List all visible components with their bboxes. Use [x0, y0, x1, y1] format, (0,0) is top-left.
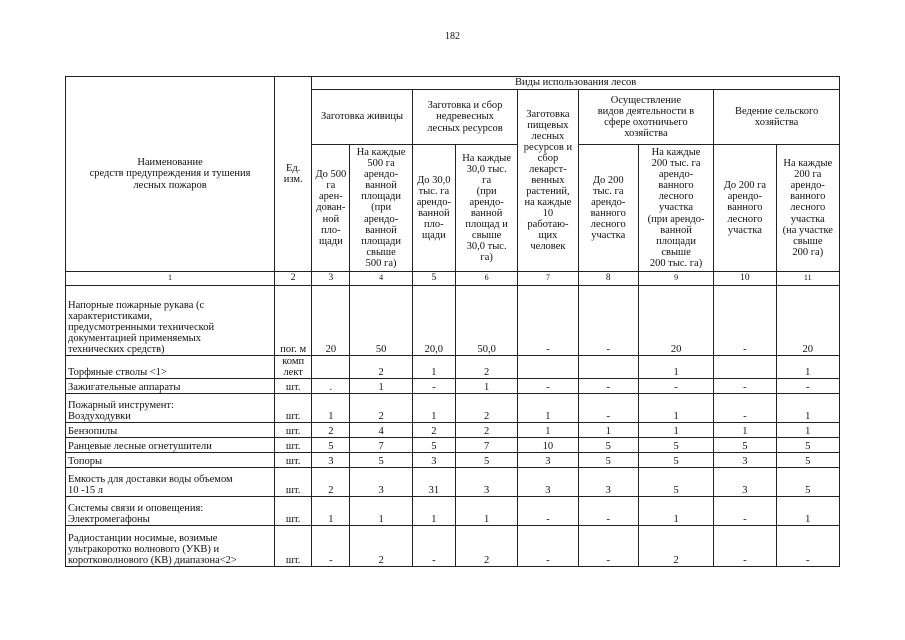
unit-of-measure: шт.	[275, 468, 312, 497]
table-row	[66, 356, 840, 379]
value-cell: 20,0	[412, 286, 455, 356]
value-cell: 1	[412, 356, 455, 379]
value-cell: 3	[350, 468, 412, 497]
value-cell: 2	[312, 468, 350, 497]
value-cell: 2	[455, 356, 517, 379]
value-cell: 1	[638, 423, 713, 438]
unit-of-measure: шт.	[275, 394, 312, 423]
unit-column-header: Ед. изм.	[275, 77, 312, 272]
value-cell: -	[714, 497, 776, 526]
column-number-4: 4	[350, 272, 412, 286]
value-cell: 1	[776, 497, 839, 526]
group-header-3: Заготовка пищевых лесных ресурсов и сбор лекарст- венных растений, на каждые 10 работаю- щих человек	[518, 90, 578, 272]
value-cell: 7	[455, 438, 517, 453]
value-cell: 1	[455, 379, 517, 394]
equipment-name: Радиостанции носимые, возимые ультракоротко волнового (УКВ) и коротковолнового (КВ) диапазона<2>	[66, 526, 275, 567]
value-cell: 5	[776, 468, 839, 497]
value-cell	[312, 356, 350, 379]
value-cell: 5	[776, 438, 839, 453]
value-cell: 1	[455, 497, 517, 526]
value-cell: 5	[350, 453, 412, 468]
sub-header-2: На каждые 500 га арендо- ванной площади (при арендо- ванной площади свыше 500 га)	[350, 145, 412, 272]
value-cell: -	[638, 379, 713, 394]
value-cell: 2	[350, 526, 412, 567]
value-cell: 2	[350, 394, 412, 423]
value-cell: 5	[455, 453, 517, 468]
value-cell: 3	[518, 468, 578, 497]
value-cell: 50	[350, 286, 412, 356]
column-number-8: 8	[578, 272, 638, 286]
column-number-2: 2	[275, 272, 312, 286]
value-cell: -	[714, 286, 776, 356]
value-cell: 5	[638, 453, 713, 468]
equipment-name: Пожарный инструмент: Воздуходувки	[66, 394, 275, 423]
value-cell: -	[714, 379, 776, 394]
column-number-5: 5	[412, 272, 455, 286]
table-row	[66, 468, 840, 497]
value-cell: 1	[312, 497, 350, 526]
value-cell: 3	[578, 468, 638, 497]
value-cell: 3	[714, 453, 776, 468]
value-cell: -	[578, 394, 638, 423]
value-cell	[518, 356, 578, 379]
value-cell: 3	[412, 453, 455, 468]
column-number-10: 10	[714, 272, 776, 286]
value-cell: 2	[455, 394, 517, 423]
value-cell: 2	[412, 423, 455, 438]
value-cell: 1	[518, 423, 578, 438]
value-cell: 1	[412, 394, 455, 423]
value-cell: 1	[776, 356, 839, 379]
value-cell: 1	[776, 423, 839, 438]
table-row	[66, 497, 840, 526]
table-row	[66, 394, 840, 423]
group-header-1: Заготовка живицы	[312, 90, 413, 145]
unit-of-measure: пог. м	[275, 286, 312, 356]
sub-header-4: На каждые 30,0 тыс. га (при арендо- ванной площад и свыше 30,0 тыс. га)	[455, 145, 517, 272]
value-cell: 2	[350, 356, 412, 379]
value-cell: 2	[638, 526, 713, 567]
value-cell: 5	[714, 438, 776, 453]
value-cell: -	[518, 286, 578, 356]
value-cell: 31	[412, 468, 455, 497]
table-row	[66, 423, 840, 438]
value-cell: 3	[455, 468, 517, 497]
value-cell: 4	[350, 423, 412, 438]
group-header-5: Ведение сельского хозяйства	[714, 90, 840, 145]
sub-header-1: До 500 га арен- дован- ной пло- щади	[312, 145, 350, 272]
value-cell: 20	[776, 286, 839, 356]
sub-header-3: До 30,0 тыс. га арендо- ванной пло- щади	[412, 145, 455, 272]
column-number-3: 3	[312, 272, 350, 286]
sub-header-8: На каждые 200 га арендо- ванного лесного участка (на участке свыше 200 га)	[776, 145, 839, 272]
unit-of-measure: шт.	[275, 379, 312, 394]
value-cell: 5	[412, 438, 455, 453]
equipment-name: Торфяные стволы <1>	[66, 356, 275, 379]
value-cell: -	[578, 526, 638, 567]
value-cell: 5	[638, 438, 713, 453]
equipment-name: Бензопилы	[66, 423, 275, 438]
unit-of-measure: шт.	[275, 497, 312, 526]
table-row	[66, 379, 840, 394]
value-cell: 10	[518, 438, 578, 453]
forest-uses-header: Виды использования лесов	[312, 77, 840, 90]
value-cell: 5	[638, 468, 713, 497]
value-cell: 20	[312, 286, 350, 356]
value-cell: 5	[776, 453, 839, 468]
unit-of-measure: шт.	[275, 526, 312, 567]
value-cell: 5	[578, 438, 638, 453]
value-cell: 1	[578, 423, 638, 438]
value-cell: 1	[638, 356, 713, 379]
value-cell: 1	[638, 394, 713, 423]
sub-header-5: До 200 тыс. га арендо- ванного лесного участка	[578, 145, 638, 272]
unit-of-measure: комп лект	[275, 356, 312, 379]
value-cell: 50,0	[455, 286, 517, 356]
table-row	[66, 286, 840, 356]
value-cell: -	[776, 526, 839, 567]
value-cell: 2	[312, 423, 350, 438]
value-cell: -	[714, 394, 776, 423]
sub-header-7: До 200 га арендо- ванного лесного участка	[714, 145, 776, 272]
group-header-2: Заготовка и сбор недревесных лесных ресурсов	[412, 90, 518, 145]
value-cell: -	[312, 526, 350, 567]
value-cell: 3	[312, 453, 350, 468]
sub-header-6: На каждые 200 тыс. га арендо- ванного лесного участка (при арендо- ванной площади свыше 200 тыс. га)	[638, 145, 713, 272]
unit-of-measure: шт.	[275, 423, 312, 438]
value-cell: 1	[776, 394, 839, 423]
value-cell: 1	[518, 394, 578, 423]
equipment-name: Зажигательные аппараты	[66, 379, 275, 394]
value-cell: -	[518, 379, 578, 394]
value-cell: 2	[455, 423, 517, 438]
fire-equipment-table	[65, 76, 840, 567]
page-number: 182	[445, 31, 460, 42]
value-cell: 20	[638, 286, 713, 356]
value-cell: -	[518, 497, 578, 526]
name-column-header: Наименование средств предупреждения и тушения лесных пожаров	[66, 77, 275, 272]
value-cell: -	[776, 379, 839, 394]
table-row	[66, 526, 840, 567]
value-cell: -	[518, 526, 578, 567]
value-cell: 5	[312, 438, 350, 453]
value-cell: -	[412, 379, 455, 394]
column-number-11: 11	[776, 272, 839, 286]
value-cell: 3	[518, 453, 578, 468]
table-row	[66, 438, 840, 453]
value-cell: 1	[638, 497, 713, 526]
value-cell: 1	[312, 394, 350, 423]
value-cell: 1	[412, 497, 455, 526]
equipment-name: Системы связи и оповещения: Электромегафоны	[66, 497, 275, 526]
value-cell: 1	[714, 423, 776, 438]
group-header-4: Осуществление видов деятельности в сфере охотничьего хозяйства	[578, 90, 714, 145]
value-cell: -	[412, 526, 455, 567]
column-number-1: 1	[66, 272, 275, 286]
value-cell: -	[578, 286, 638, 356]
value-cell: 5	[578, 453, 638, 468]
equipment-name: Напорные пожарные рукава (с характеристиками, предусмотренными технической документацией применяемых технических средств)	[66, 286, 275, 356]
value-cell: -	[578, 379, 638, 394]
value-cell: .	[312, 379, 350, 394]
value-cell	[578, 356, 638, 379]
value-cell: 2	[455, 526, 517, 567]
value-cell: 3	[714, 468, 776, 497]
value-cell	[714, 356, 776, 379]
table-row	[66, 453, 840, 468]
column-number-7: 7	[518, 272, 578, 286]
equipment-name: Емкость для доставки воды объемом 10 -15 л	[66, 468, 275, 497]
column-number-6: 6	[455, 272, 517, 286]
unit-of-measure: шт.	[275, 438, 312, 453]
value-cell: 1	[350, 497, 412, 526]
equipment-name: Ранцевые лесные огнетушители	[66, 438, 275, 453]
value-cell: -	[714, 526, 776, 567]
equipment-name: Топоры	[66, 453, 275, 468]
value-cell: -	[578, 497, 638, 526]
value-cell: 1	[350, 379, 412, 394]
unit-of-measure: шт.	[275, 453, 312, 468]
column-number-9: 9	[638, 272, 713, 286]
value-cell: 7	[350, 438, 412, 453]
